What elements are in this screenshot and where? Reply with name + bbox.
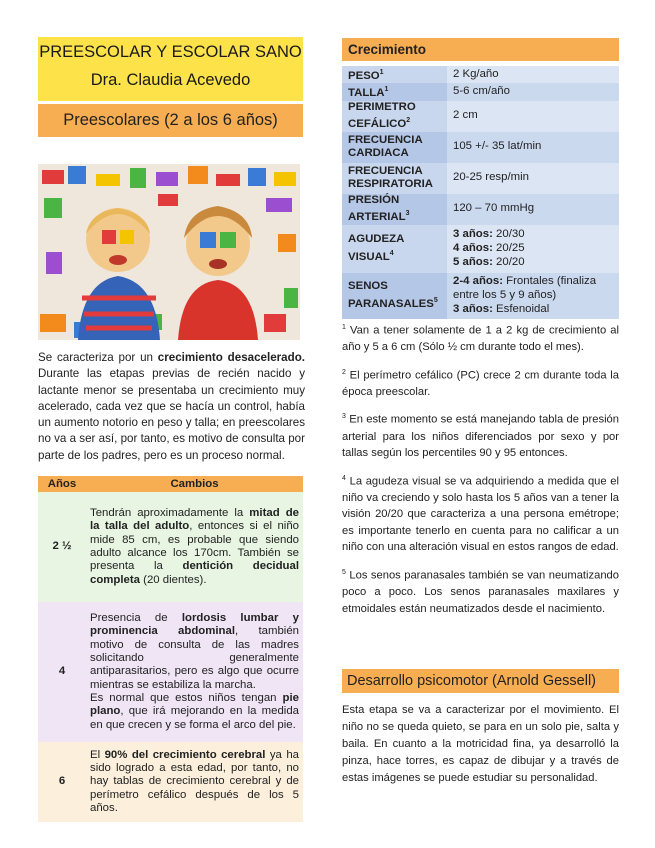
growth-value-line xyxy=(453,256,613,270)
changes-age: 4 xyxy=(38,602,86,742)
footnote-number: 1 xyxy=(342,324,346,331)
changes-age: 2 ½ xyxy=(38,492,86,602)
body-text: Tendrán aproximadamente la xyxy=(90,507,250,520)
changes-paragraph xyxy=(90,749,299,815)
growth-label-text: FRECUENCIA CARDIACA xyxy=(348,133,423,160)
highlight-text: pie plano xyxy=(90,691,299,718)
changes-row xyxy=(38,602,303,742)
growth-row xyxy=(342,163,619,194)
changes-paragraph xyxy=(90,612,299,692)
document-title: PREESCOLAR Y ESCOLAR SANO xyxy=(39,43,302,61)
intro-text-2: Durante las etapas previas de recién nacido y lactante menor se presentaba un crecimiento muy acelerado, cada vez que se hacía un control, había un aumento notorio en peso y talla; en preescolares no va a ser así, por tanto, es motivo de consulta por parte de los padres, pero es un proceso normal. xyxy=(38,367,305,462)
header-changes: Cambios xyxy=(86,476,303,492)
growth-label-text: SENOS PARANASALES xyxy=(348,280,434,310)
footnote xyxy=(342,471,619,556)
footnote-text: La agudeza visual se va adquiriendo a medida que el niño va creciendo y solo hasta los 5 años van a tener la visión 20/20 que caracteriza a una persona emétrope; es importante tenerlo en cuenta para no calificar a un niño con una alteración visual en estos rangos de edad. xyxy=(342,475,620,554)
body-text: El xyxy=(90,748,105,761)
body-text: , entonces si el niño mide 85 cm, es probable que siendo adulto alcance los 170cm. También se presenta la xyxy=(90,520,299,573)
growth-value-key: 3 años: xyxy=(453,228,493,241)
changes-row xyxy=(38,742,303,822)
body-text: Es normal que estos niños tengan xyxy=(90,691,283,704)
footnote-number: 2 xyxy=(342,368,346,376)
growth-value-line: 2 Kg/año xyxy=(453,67,499,80)
growth-value-line: 105 +/- 35 lat/min xyxy=(453,140,542,153)
growth-value-text: 20/20 xyxy=(492,255,525,268)
highlight-text: mitad de la talla del adulto xyxy=(90,507,299,533)
section-subtitle-text: Preescolares (2 a los 6 años) xyxy=(63,111,278,129)
body-text: ya ha sido logrado a esta edad, por tanto, no hay tablas de crecimiento cerebral y de perímetro cefálico después de los 5 años. xyxy=(90,748,299,814)
body-text: , también motivo de consulta de las madres solicitando generalmente antiparasitarios, pero es algo que ocurre mientras se estabiliza la marcha. xyxy=(90,625,299,691)
growth-row xyxy=(342,83,619,100)
growth-value-line: 120 – 70 mmHg xyxy=(453,202,535,215)
growth-label-text: PERIMETRO CEFÁLICO xyxy=(348,100,416,131)
growth-value-line: 20-25 resp/min xyxy=(453,171,529,184)
growth-value-key: 5 años: xyxy=(453,255,493,268)
growth-row xyxy=(342,101,619,132)
growth-value-text: 20/25 xyxy=(492,241,525,254)
growth-value-line: 2 cm xyxy=(453,109,478,122)
changes-paragraph xyxy=(90,692,299,732)
body-text: (20 dientes). xyxy=(140,573,207,586)
growth-value xyxy=(447,132,619,163)
footnote-ref: 3 xyxy=(405,210,410,218)
changes-text xyxy=(86,602,303,742)
highlight-text: lordosis lumbar y prominencia abdominal xyxy=(90,612,300,638)
growth-value-line xyxy=(453,228,613,242)
highlight-text: 90% del crecimiento cerebral xyxy=(104,748,266,761)
footnote-ref: 5 xyxy=(433,296,438,304)
title-banner xyxy=(38,37,303,101)
growth-row xyxy=(342,66,619,83)
footnote-text: Van a tener solamente de 1 a 2 kg de crecimiento al año y 5 a 6 cm (Sólo ½ cm durante todo el mes). xyxy=(342,324,619,354)
footnote-number: 3 xyxy=(342,413,346,421)
growth-value xyxy=(447,101,619,132)
growth-label xyxy=(342,194,447,225)
growth-value-text: Esfenoidal xyxy=(492,302,550,315)
growth-label-text: PRESIÓN ARTERIAL xyxy=(348,193,406,224)
growth-table xyxy=(342,66,619,319)
changes-text xyxy=(86,742,303,822)
growth-value-text: Frontales (finaliza entre los 5 y 9 años) xyxy=(453,275,597,301)
footnote-number: 4 xyxy=(342,474,346,482)
growth-label-text: TALLA xyxy=(348,87,385,100)
growth-label xyxy=(342,273,447,319)
growth-label xyxy=(342,83,447,100)
growth-label xyxy=(342,66,447,83)
growth-value-line xyxy=(453,303,613,317)
growth-value xyxy=(447,163,619,194)
intro-highlight: crecimiento desacelerado. xyxy=(157,351,306,364)
growth-value xyxy=(447,194,619,225)
growth-value xyxy=(447,225,619,273)
growth-label-text: PESO xyxy=(348,69,380,82)
growth-value xyxy=(447,273,619,319)
footnote-ref: 1 xyxy=(379,69,384,76)
section-subtitle xyxy=(38,104,303,137)
footnote xyxy=(342,409,619,461)
children-playing-photo xyxy=(38,164,300,340)
growth-label-text: FRECUENCIA RESPIRATORIA xyxy=(348,164,434,191)
growth-value-key: 4 años: xyxy=(453,241,493,254)
changes-age: 6 xyxy=(38,742,86,822)
growth-heading xyxy=(342,38,619,61)
footnote xyxy=(342,365,619,401)
body-text: , que irá mejorando en la medida en que crecen y se forma el arco del pie. xyxy=(90,705,299,731)
footnote-ref: 2 xyxy=(406,117,411,125)
changes-table xyxy=(38,476,303,822)
highlight-text: dentición decidual completa xyxy=(90,560,300,586)
growth-value-key: 3 años: xyxy=(453,302,493,315)
growth-value-line: 5-6 cm/año xyxy=(453,85,510,98)
changes-table-header xyxy=(38,476,303,492)
growth-row xyxy=(342,194,619,225)
growth-value xyxy=(447,83,619,100)
body-text: Presencia de xyxy=(90,612,182,625)
header-years: Años xyxy=(38,476,86,492)
footnote-ref: 4 xyxy=(389,249,394,257)
footnote-text: Los senos paranasales también se van neumatizando poco a poco. Los senos paranasales maxilares y etmoidales están neumatizados desde el nacimiento. xyxy=(342,569,620,615)
growth-label xyxy=(342,101,447,132)
psicomotor-paragraph: Esta etapa se va a caracterizar por el movimiento. El niño no se queda quieto, se para en un solo pie, salta y baila. En cuanto a la motricidad fina, ya desarrolló la pinza, hace torres, es capaz de dibujar y a través de estas imágenes se puede estudiar su personalidad. xyxy=(342,704,619,784)
growth-label xyxy=(342,163,447,194)
growth-value-line xyxy=(453,275,613,302)
changes-paragraph xyxy=(90,507,299,587)
growth-label xyxy=(342,225,447,273)
growth-label-text: AGUDEZA VISUAL xyxy=(348,233,404,263)
footnote-text: El perímetro cefálico (PC) crece 2 cm durante toda la época preescolar. xyxy=(342,369,620,398)
author-name: Dra. Claudia Acevedo xyxy=(90,71,251,89)
psicomotor-heading-text: Desarrollo psicomotor (Arnold Gessell) xyxy=(347,673,596,689)
growth-row xyxy=(342,132,619,163)
intro-paragraph xyxy=(38,350,305,464)
growth-row xyxy=(342,225,619,273)
growth-label xyxy=(342,132,447,163)
intro-text-1: Se caracteriza por un xyxy=(38,351,158,364)
footnote xyxy=(342,565,619,617)
changes-text xyxy=(86,492,303,602)
growth-heading-text: Crecimiento xyxy=(348,42,427,57)
growth-row xyxy=(342,273,619,319)
footnote-text: En este momento se está manejando tabla de presión arterial para los niños diferenciados por sexo y por tallas según los percentiles 90 y 95 entonces. xyxy=(342,414,620,460)
growth-notes xyxy=(342,320,619,626)
psicomotor-heading xyxy=(342,669,619,693)
footnote-number: 5 xyxy=(342,568,346,576)
footnote xyxy=(342,320,619,356)
changes-row xyxy=(38,492,303,602)
footnote-ref: 1 xyxy=(384,86,389,94)
growth-value-line xyxy=(453,242,613,256)
growth-value xyxy=(447,66,619,83)
growth-value-key: 2-4 años: xyxy=(453,275,504,288)
growth-value-text: 20/30 xyxy=(492,228,525,241)
